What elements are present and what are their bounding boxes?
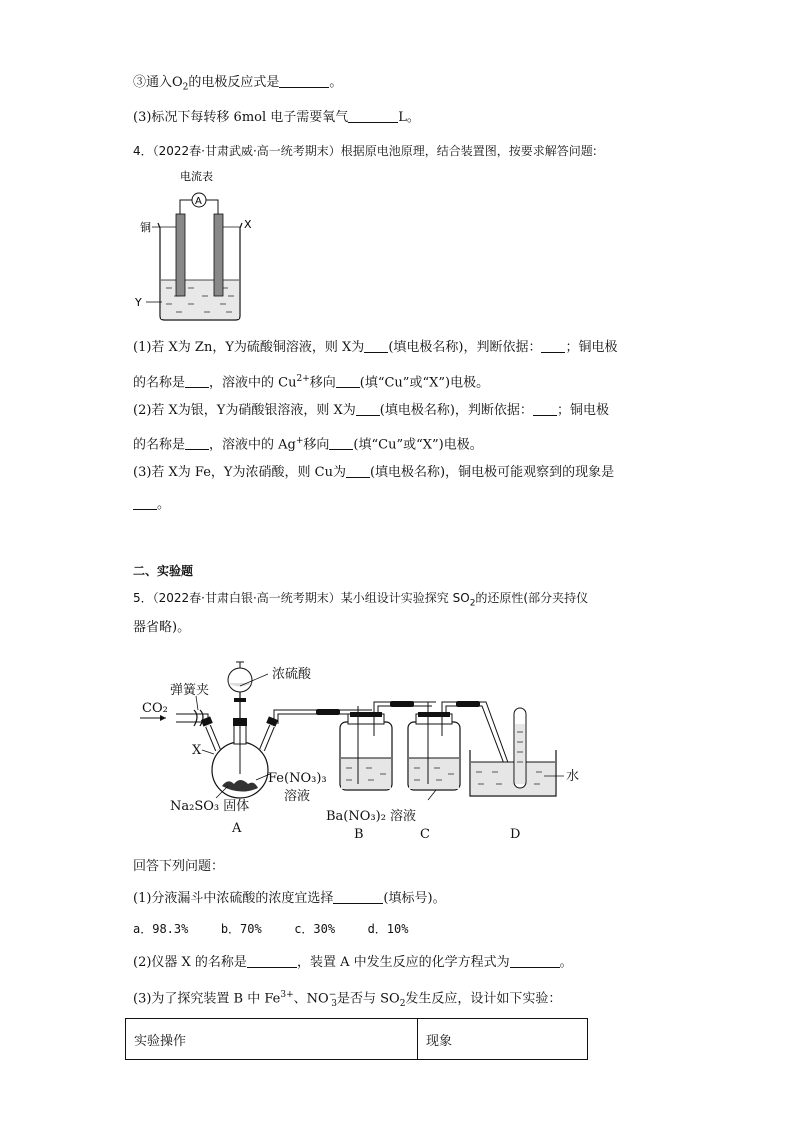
fe-solution-label-2: 溶液 bbox=[284, 789, 311, 804]
text-span: (3)为了探究装置 B 中 Fe bbox=[133, 991, 281, 1007]
label-a: A bbox=[232, 821, 242, 836]
text-span: (2)若 X为银，Y为硝酸银溶液，则 X为 bbox=[133, 403, 356, 418]
answer-blank[interactable] bbox=[364, 338, 388, 353]
q4-part1-line1 bbox=[133, 338, 617, 357]
q5-header-line2: 器省略)。 bbox=[133, 620, 191, 635]
acid-label: 浓硫酸 bbox=[272, 667, 312, 682]
table-header-phenomenon: 现象 bbox=[418, 1019, 588, 1060]
answer-blank[interactable] bbox=[333, 889, 383, 904]
q3-line-3-suffix: 的电极反应式是 bbox=[188, 75, 280, 90]
answer-blank[interactable] bbox=[185, 435, 209, 450]
text-span: 、NO bbox=[293, 991, 329, 1007]
table-row bbox=[126, 1019, 588, 1060]
q5-part2 bbox=[133, 953, 573, 972]
solution bbox=[161, 280, 239, 319]
answer-blank[interactable] bbox=[336, 373, 360, 388]
q3-line-4 bbox=[133, 108, 420, 127]
ba-solution-label: Ba(NO₃)₂ 溶液 bbox=[326, 809, 417, 824]
q4-header: 4．（2022春·甘肃武威·高一统考期末）根据原电池原理，结合装置图，按要求解答问题: bbox=[133, 144, 597, 158]
option-b[interactable]: b．70% bbox=[220, 922, 262, 936]
copper-electrode bbox=[176, 214, 185, 296]
label-c: C bbox=[420, 827, 430, 842]
galvanic-cell-figure bbox=[130, 168, 270, 328]
answer-blank[interactable] bbox=[185, 373, 209, 388]
answer-blank[interactable] bbox=[533, 401, 557, 416]
superscript: − bbox=[328, 990, 337, 1000]
label-b: B bbox=[354, 827, 364, 842]
text-span: 5．（2022春·甘肃白银·高一统考期末）某小组设计实验探究 SO bbox=[133, 591, 470, 605]
text-span: 的名称是 bbox=[133, 375, 186, 391]
apparatus-figure bbox=[136, 650, 596, 850]
text-span: (2)仪器 X 的名称是 bbox=[133, 955, 247, 970]
x-label: X bbox=[192, 743, 202, 758]
x-label: X bbox=[244, 218, 252, 231]
q5-part3 bbox=[133, 986, 561, 1013]
text-span: 是否与 SO bbox=[336, 991, 400, 1007]
subscript: 3 bbox=[331, 998, 337, 1009]
water-label: 水 bbox=[566, 769, 580, 784]
q4-part3-line1 bbox=[133, 463, 614, 482]
text-span: (填电极名称)，判断依据： bbox=[388, 340, 542, 355]
answer-blank[interactable] bbox=[346, 463, 370, 478]
superscript: 2+ bbox=[296, 374, 310, 384]
copper-label: 铜 bbox=[140, 221, 151, 234]
option-a[interactable]: a．98.3% bbox=[133, 922, 189, 936]
q5-part1 bbox=[133, 889, 446, 908]
text-span: (填电极名称)，铜电极可能观察到的现象是 bbox=[369, 465, 615, 480]
text-span: 。 bbox=[157, 497, 171, 512]
funnel-stopcock bbox=[234, 698, 246, 702]
text-span: 。 bbox=[559, 955, 573, 970]
text-span: (3)若 X为 Fe，Y为浓硝酸，则 Cu为 bbox=[133, 465, 346, 480]
superscript: + bbox=[295, 436, 304, 446]
text-span: 发生反应，设计如下实验： bbox=[405, 991, 562, 1007]
answer-blank[interactable] bbox=[348, 108, 398, 123]
answer-blank[interactable] bbox=[279, 73, 329, 88]
q3-line-3 bbox=[133, 73, 342, 97]
answer-intro: 回答下列问题： bbox=[133, 859, 225, 874]
text-span: ，溶液中的 Ag bbox=[209, 437, 296, 453]
option-c[interactable]: c．30% bbox=[294, 922, 336, 936]
q3-line-3-end: 。 bbox=[329, 75, 343, 90]
table-header-operation: 实验操作 bbox=[126, 1019, 418, 1060]
q3-line-3-prefix: ③通入O bbox=[133, 75, 183, 90]
q3-line-4-prefix: (3)标况下每转移 6mol 电子需要氧气 bbox=[133, 110, 349, 125]
y-label: Y bbox=[135, 296, 142, 309]
text-span: 移向 bbox=[309, 375, 336, 391]
q4-part3-line2 bbox=[133, 495, 170, 514]
answer-blank[interactable] bbox=[356, 401, 380, 416]
answer-blank[interactable] bbox=[133, 495, 157, 510]
text-span: ；铜电极 bbox=[565, 340, 618, 355]
text-span: 的还原性(部分夹持仪 bbox=[475, 591, 589, 605]
fe-solution-label: Fe(NO₃)₃ bbox=[268, 771, 327, 786]
text-span: (填“Cu”或“X”)电极。 bbox=[359, 375, 490, 391]
answer-blank[interactable] bbox=[510, 953, 560, 968]
section-title: 二、实验题 bbox=[133, 564, 194, 578]
q3-line-4-end: L。 bbox=[398, 110, 420, 125]
text-span: ，溶液中的 Cu bbox=[209, 375, 297, 391]
text-span: ，装置 A 中发生反应的化学方程式为 bbox=[296, 955, 510, 970]
co2-label: CO₂ bbox=[142, 701, 168, 716]
ammeter-label: 电流表 bbox=[180, 170, 213, 183]
text-span: (填“Cu”或“X”)电极。 bbox=[353, 437, 483, 453]
spring-clip-icon bbox=[194, 710, 203, 726]
answer-blank[interactable] bbox=[329, 435, 353, 450]
o2-subscript: 2 bbox=[182, 82, 189, 93]
rubber-tube bbox=[316, 709, 340, 715]
label-d: D bbox=[510, 827, 521, 842]
text-span: ；铜电极 bbox=[556, 403, 609, 418]
q4-part2-line2 bbox=[133, 432, 483, 454]
answer-blank[interactable] bbox=[247, 953, 297, 968]
ammeter-symbol: A bbox=[195, 196, 202, 207]
subscript: 2 bbox=[399, 998, 406, 1009]
text-span: (填标号)。 bbox=[383, 891, 446, 906]
text-span: (1)若 X为 Zn，Y为硫酸铜溶液，则 X为 bbox=[133, 340, 365, 355]
solid-label: Na₂SO₃ 固体 bbox=[170, 799, 250, 814]
text-span: 的名称是 bbox=[133, 437, 186, 453]
answer-blank[interactable] bbox=[541, 338, 565, 353]
q4-part1-line2 bbox=[133, 370, 489, 392]
q5-header-line1 bbox=[133, 589, 588, 612]
x-electrode bbox=[214, 214, 223, 296]
clip-label: 弹簧夹 bbox=[170, 683, 210, 698]
q5-options bbox=[133, 920, 408, 938]
subscript: 2 bbox=[469, 598, 476, 609]
q4-part2-line1 bbox=[133, 401, 609, 420]
text-span: 移向 bbox=[303, 437, 330, 453]
option-d[interactable]: d．10% bbox=[367, 922, 409, 936]
separatory-funnel bbox=[228, 668, 252, 692]
text-span: (1)分液漏斗中浓硫酸的浓度宜选择 bbox=[133, 891, 334, 906]
experiment-table bbox=[125, 1018, 588, 1060]
superscript: 3+ bbox=[280, 990, 294, 1000]
text-span: (填电极名称)，判断依据： bbox=[379, 403, 533, 418]
